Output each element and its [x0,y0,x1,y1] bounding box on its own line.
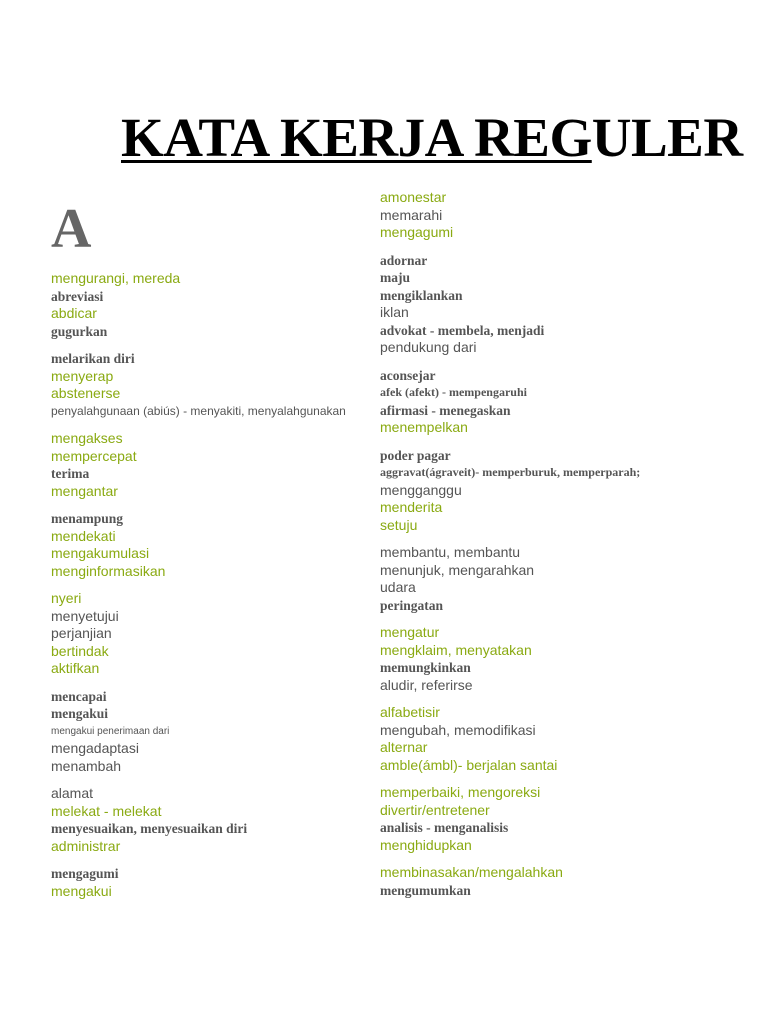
word-group [380,252,640,357]
word-entry: menambah [51,757,122,774]
word-entry: membantu, membantu [380,544,521,560]
word-entry: adornar [380,252,428,268]
word-entry: memperbaiki, mengoreksi [380,784,541,800]
word-group [380,624,640,694]
word-entry: aggravat(ágraveit)- memperburuk, memperparah; [380,465,641,479]
group-spacer [380,694,640,704]
word-entry: mengadaptasi [51,740,139,756]
word-group [380,367,640,437]
group-spacer [380,437,640,447]
word-group [51,430,346,500]
word-entry: mengakui [51,882,112,899]
word-entry: setuju [380,516,418,533]
word-entry: mengakumulasi [51,545,150,561]
word-entry: mengagumi [51,866,119,881]
word-entry: afirmasi - menegaskan [380,402,511,418]
word-group [51,350,346,420]
word-entry: aludir, referirse [380,676,473,693]
word-entry: menderita [380,499,443,515]
word-entry: gugurkan [51,323,108,339]
word-entry: udara [380,579,416,595]
word-entry: mempercepat [51,447,137,464]
section-letter: A [51,198,92,260]
word-entry: poder pagar [380,447,451,463]
group-spacer [380,534,640,544]
word-entry: memungkinkan [380,660,471,675]
group-spacer [380,614,640,624]
word-entry: mengurangi, mereda [51,270,181,286]
word-entry: mencapai [51,688,107,704]
word-group [51,785,346,855]
page-title [121,106,743,170]
word-entry: mengakui [51,706,109,721]
page-title-underlined: KATA KERJA REG [121,107,592,168]
word-group [51,510,346,580]
word-entry: mengklaim, menyatakan [380,641,532,658]
word-entry: alternar [380,739,428,755]
word-entry: menyerap [51,367,114,384]
group-spacer [51,580,346,590]
word-group [51,270,346,340]
word-entry: advokat - membela, menjadi [380,322,545,338]
group-spacer [380,774,640,784]
word-entry: menyesuaikan, menyesuaikan diri [51,821,248,836]
group-spacer [380,854,640,864]
word-group [380,704,640,774]
word-group [380,864,640,899]
word-entry: mengumumkan [380,882,471,898]
word-entry: administrar [51,837,121,854]
word-entry: analisis - menganalisis [380,820,509,835]
word-entry: menginformasikan [51,562,166,579]
word-entry: membinasakan/mengalahkan [380,864,563,880]
word-entry: iklan [380,304,409,320]
word-entry: menampung [51,511,124,526]
word-entry: alfabetisir [380,704,440,720]
word-entry: aconsejar [380,367,436,383]
word-entry: menempelkan [380,419,468,435]
word-entry: amble(ámbl)- berjalan santai [380,756,558,773]
group-spacer [51,340,346,350]
word-group [380,784,640,854]
word-entry: perjanjian [51,625,112,641]
group-spacer [51,678,346,688]
word-group [380,447,640,535]
group-spacer [51,420,346,430]
word-entry: melekat - melekat [51,802,162,819]
word-group [51,865,346,900]
word-entry: memarahi [380,206,443,223]
word-entry: mengakses [51,430,123,446]
word-entry: menghidupkan [380,836,472,853]
word-entry: pendukung dari [380,339,477,355]
word-entry: bertindak [51,642,109,659]
word-entry: abdicar [51,305,97,321]
word-entry: mengatur [380,624,440,640]
group-spacer [380,242,640,252]
page-title-rest: ULER [591,107,743,168]
word-entry: mengganggu [380,481,462,498]
word-entry: mengakui penerimaan dari [51,725,170,737]
word-entry: mengiklankan [380,287,463,303]
word-group [380,544,640,614]
word-entry: aktifkan [51,660,100,676]
word-entry: terima [51,466,90,481]
word-entry: amonestar [380,189,447,205]
word-entry: abstenerse [51,385,121,401]
group-spacer [51,775,346,785]
word-entry: menunjuk, mengarahkan [380,561,535,578]
word-entry: peringatan [380,597,444,613]
group-spacer [51,500,346,510]
group-spacer [51,855,346,865]
group-spacer [380,357,640,367]
word-entry: menyetujui [51,607,119,624]
word-entry: mengantar [51,482,118,499]
word-entry: divertir/entretener [380,801,490,818]
word-entry: nyeri [51,590,82,606]
word-group [51,590,346,678]
word-entry: abreviasi [51,288,104,304]
word-entry: maju [380,270,410,285]
word-entry: mengubah, memodifikasi [380,721,536,738]
right-word-column [380,189,640,899]
word-group [51,688,346,776]
word-entry: melarikan diri [51,351,135,366]
left-word-column [51,270,346,900]
word-entry: penyalahgunaan (abiús) - menyakiti, menyalahgunakan [51,403,346,418]
word-entry: mengagumi [380,224,454,240]
word-entry: alamat [51,785,94,801]
word-group [380,189,640,242]
word-entry: mendekati [51,527,116,544]
word-entry: afek (afekt) - mempengaruhi [380,385,527,399]
